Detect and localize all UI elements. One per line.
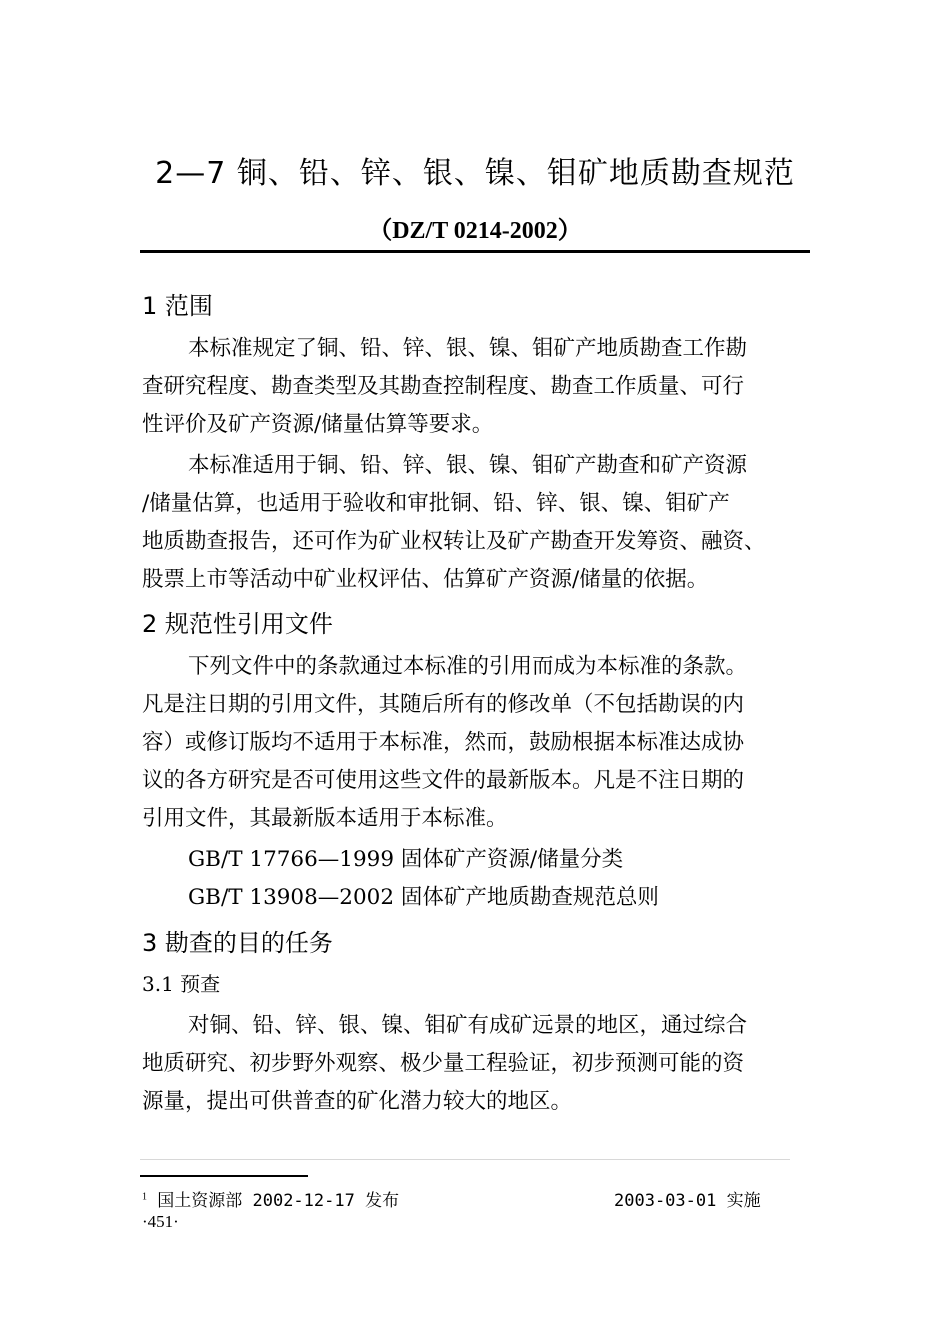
reference-item: GB/T 13908—2002 固体矿产地质勘查规范总则 [188,885,659,910]
standard-code: （DZ/T 0214-2002） [368,218,582,244]
section-1-line: 查研究程度、勘查类型及其勘查控制程度、勘查工作质量、可行 [142,374,745,399]
section-2-line: 下列文件中的条款通过本标准的引用而成为本标准的条款。 [188,654,748,679]
section-1-line: 性评价及矿产资源/储量估算等要求。 [142,412,494,437]
section-2-heading: 2 规范性引用文件 [142,610,333,638]
section-1-line: 地质勘查报告，还可作为矿业权转让及矿产勘查开发筹资、融资、 [142,529,766,554]
title-rule [140,250,810,253]
subsection-3-1-heading: 3.1 预查 [142,972,221,996]
section-2-line: 容）或修订版均不适用于本标准，然而，鼓励根据本标准达成协 [142,730,745,755]
page-number: ·451· [142,1212,179,1231]
section-2-line: 引用文件，其最新版本适用于本标准。 [142,806,508,831]
section-1-line: 本标准规定了铜、铅、锌、银、镍、钼矿产地质勘查工作勘 [188,336,748,361]
document-title: 2—7 铜、铅、锌、银、镍、钼矿地质勘查规范 [155,156,795,191]
section-2-line: 议的各方研究是否可使用这些文件的最新版本。凡是不注日期的 [142,768,745,793]
footnote [142,1186,782,1211]
issue-date-text: 国土资源部 2002-12-17 发布 [157,1191,400,1211]
effective-date-text: 2003-03-01 实施 [614,1191,761,1211]
section-1-line: 本标准适用于铜、铅、锌、银、镍、钼矿产勘查和矿产资源 [188,453,748,478]
section-1-heading: 1 范围 [142,292,213,320]
reference-item: GB/T 17766—1999 固体矿产资源/储量分类 [188,847,624,872]
section-1-line: 股票上市等活动中矿业权评估、估算矿产资源/储量的依据。 [142,567,709,592]
section-3-line: 源量，提出可供普查的矿化潜力较大的地区。 [142,1089,573,1114]
page-divider [140,1159,790,1160]
section-3-line: 地质研究、初步野外观察、极少量工程验证，初步预测可能的资 [142,1051,745,1076]
section-2-line: 凡是注日期的引用文件，其随后所有的修改单（不包括勘误的内 [142,692,745,717]
section-3-line: 对铜、铅、锌、银、镍、钼矿有成矿远景的地区，通过综合 [188,1013,748,1038]
footnote-marker: 1 [142,1191,147,1203]
footnote-rule [140,1175,308,1177]
section-1-line: /储量估算，也适用于验收和审批铜、铅、锌、银、镍、钼矿产 [142,491,730,516]
section-3-heading: 3 勘查的目的任务 [142,929,333,957]
